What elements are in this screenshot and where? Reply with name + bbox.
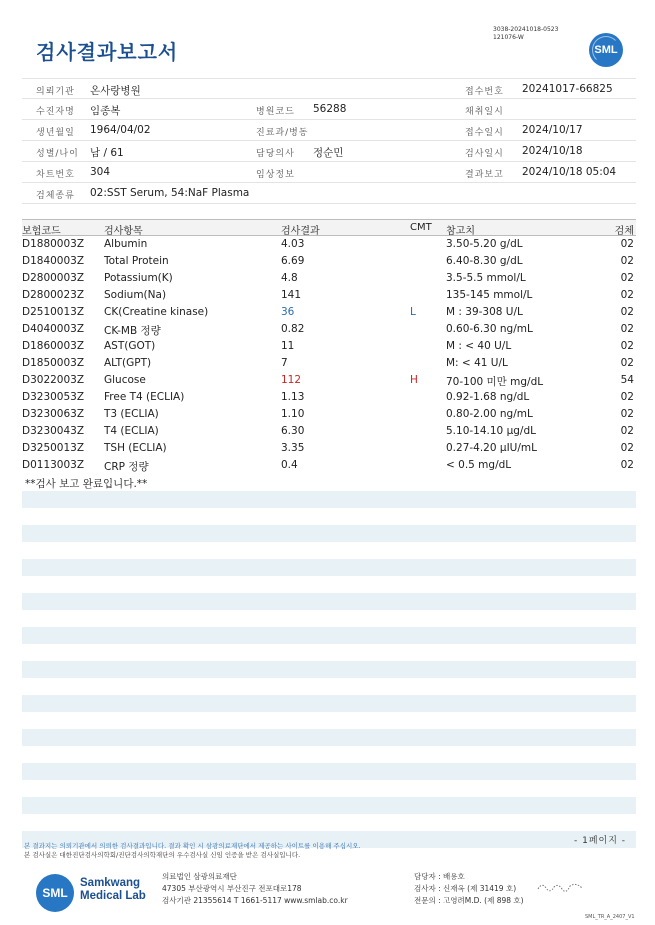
row-ref: 0.60-6.30 ng/mL [446, 323, 533, 335]
form-code: SML_TR_A_2407_V1 [585, 914, 635, 920]
patient-value: 임종복 [90, 105, 121, 117]
footer-logo-text: SML [42, 886, 68, 900]
staff-line-1: 담당자 : 배용호 [414, 872, 465, 881]
empty-row-band [22, 559, 636, 576]
empty-row-band [22, 797, 636, 814]
results-table [22, 219, 636, 491]
row-code: D2510013Z [22, 306, 85, 318]
table-row [22, 440, 636, 457]
info-row-sex-age [22, 141, 636, 162]
row-name: Potassium(K) [104, 272, 173, 284]
header-code: 보험코드 [22, 226, 61, 237]
row-ref: 70-100 미만 mg/dL [446, 376, 544, 388]
company-address [162, 871, 348, 907]
row-specimen: 54 [620, 374, 634, 386]
info-row-dob [22, 120, 636, 141]
table-row [22, 406, 636, 423]
row-result: 6.30 [281, 425, 305, 437]
clinical-label: 임상정보 [256, 170, 295, 180]
row-name: AST(GOT) [104, 340, 156, 352]
row-code: D3250013Z [22, 442, 85, 454]
doctor-value: 정순민 [313, 147, 344, 159]
row-name: Glucose [104, 374, 146, 386]
patient-info-section [22, 78, 636, 204]
row-name: Free T4 (ECLIA) [104, 391, 185, 403]
table-row [22, 287, 636, 304]
row-ref: M : 39-308 U/L [446, 306, 523, 318]
table-row [22, 389, 636, 406]
info-row-chart [22, 162, 636, 183]
addr-line-2: 47305 부산광역시 부산진구 전포대로178 [162, 884, 302, 893]
table-row [22, 304, 636, 321]
signature-icon [536, 880, 586, 894]
report-complete-text: **검사 보고 완료입니다.** [25, 478, 148, 490]
row-code: D3230053Z [22, 391, 85, 403]
note-line-2: 본 검사실은 대한진단검사의학회/진단검사의학재단의 우수검사실 신임 인증을 받은 검사실입니다. [24, 851, 301, 859]
doc-code-2: 121076-W [493, 34, 524, 41]
page-title: 검사결과보고서 [36, 40, 179, 64]
table-row [22, 423, 636, 440]
info-row-hospital [22, 78, 636, 99]
doctor-label: 담당의사 [256, 149, 295, 159]
report-date-label: 결과보고 [465, 170, 504, 180]
row-result: 0.82 [281, 323, 305, 335]
test-date-value: 2024/10/18 [522, 145, 583, 157]
empty-row-band [22, 593, 636, 610]
receipt-no-value: 20241017-66825 [522, 83, 613, 95]
header-ref: 참고치 [446, 226, 475, 237]
row-name: Sodium(Na) [104, 289, 167, 301]
specimen-value: 02:SST Serum, 54:NaF Plasma [90, 187, 250, 199]
company-line-1: Samkwang [80, 877, 141, 889]
row-specimen: 02 [620, 391, 634, 403]
row-ref: 3.5-5.5 mmol/L [446, 272, 526, 284]
row-name: TSH (ECLIA) [104, 442, 167, 454]
footer [0, 868, 655, 918]
row-result: 7 [281, 357, 288, 369]
header-name: 검사항목 [104, 226, 143, 237]
logo-text: SML [594, 44, 618, 56]
row-result: 1.13 [281, 391, 305, 403]
report-notes [24, 842, 361, 860]
row-ref: 0.80-2.00 ng/mL [446, 408, 533, 420]
table-row [22, 236, 636, 253]
row-code: D1840003Z [22, 255, 85, 267]
chart-no-label: 차트번호 [36, 170, 75, 180]
table-row [22, 355, 636, 372]
row-specimen: 02 [620, 306, 634, 318]
row-specimen: 02 [620, 272, 634, 284]
table-row [22, 338, 636, 355]
table-body [22, 236, 636, 474]
row-code: D3230063Z [22, 408, 85, 420]
company-line-2: Medical Lab [80, 890, 146, 902]
empty-row-band [22, 729, 636, 746]
dob-label: 생년월일 [36, 128, 75, 138]
row-specimen: 02 [620, 459, 634, 471]
row-code: D0113003Z [22, 459, 85, 471]
row-specimen: 02 [620, 408, 634, 420]
row-ref: 5.10-14.10 μg/dL [446, 425, 536, 437]
row-name: CK(Creatine kinase) [104, 306, 209, 318]
row-name: CRP 정량 [104, 461, 149, 473]
sml-logo-icon [589, 33, 623, 67]
row-result: 4.8 [281, 272, 298, 284]
hospital-code-value: 56288 [313, 103, 347, 115]
row-cmt: H [410, 374, 418, 386]
row-ref: M: < 41 U/L [446, 357, 508, 369]
row-specimen: 02 [620, 323, 634, 335]
empty-row-band [22, 661, 636, 678]
dob-value: 1964/04/02 [90, 124, 151, 136]
empty-row-band [22, 525, 636, 542]
row-code: D3022003Z [22, 374, 85, 386]
chart-no-value: 304 [90, 166, 111, 178]
row-specimen: 02 [620, 357, 634, 369]
row-specimen: 02 [620, 289, 634, 301]
info-row-specimen [22, 183, 636, 204]
empty-row-band [22, 695, 636, 712]
row-name: Albumin [104, 238, 148, 250]
sex-age-value: 남 / 61 [90, 147, 124, 159]
document-codes [493, 26, 558, 42]
empty-row-band [22, 627, 636, 644]
row-ref: 3.50-5.20 g/dL [446, 238, 523, 250]
report-complete-row [22, 474, 636, 491]
addr-line-1: 의료법인 삼광의료재단 [162, 872, 237, 881]
row-result: 6.69 [281, 255, 305, 267]
row-specimen: 02 [620, 255, 634, 267]
table-row [22, 457, 636, 474]
row-result: 1.10 [281, 408, 305, 420]
dept-label: 진료과/병동 [256, 128, 309, 138]
sml-footer-logo-icon [36, 874, 74, 912]
note-line-1: 본 결과지는 의뢰기관에서 의뢰한 검사결과입니다. 결과 확인 시 삼광의료재단에서 제공하는 사이트를 이용해 주십시오. [24, 842, 361, 850]
row-specimen: 02 [620, 442, 634, 454]
empty-row-band [22, 491, 636, 508]
company-name [80, 877, 146, 903]
row-code: D4040003Z [22, 323, 85, 335]
header-cmt: CMT [410, 222, 432, 233]
staff-line-2: 검사자 : 신재옥 (제 31419 호) [414, 884, 517, 893]
row-result: 0.4 [281, 459, 298, 471]
row-code: D1860003Z [22, 340, 85, 352]
row-result: 112 [281, 374, 302, 386]
sex-age-label: 성별/나이 [36, 149, 79, 159]
row-code: D1880003Z [22, 238, 85, 250]
test-date-label: 검사일시 [465, 149, 504, 159]
receipt-date-label: 접수일시 [465, 128, 504, 138]
header-result: 검사결과 [281, 226, 320, 237]
row-code: D2800003Z [22, 272, 85, 284]
row-name: T4 (ECLIA) [104, 425, 159, 437]
row-name: ALT(GPT) [104, 357, 152, 369]
addr-line-3: 검사기관 21355614 T 1661-5117 www.smlab.co.kr [162, 896, 348, 905]
staff-info [414, 871, 524, 907]
empty-row-band [22, 763, 636, 780]
specimen-label: 검체종류 [36, 191, 75, 201]
row-code: D1850003Z [22, 357, 85, 369]
row-ref: < 0.5 mg/dL [446, 459, 512, 471]
patient-label: 수진자명 [36, 107, 75, 117]
row-result: 3.35 [281, 442, 305, 454]
row-result: 4.03 [281, 238, 305, 250]
table-row [22, 253, 636, 270]
row-ref: 0.92-1.68 ng/dL [446, 391, 530, 403]
hospital-code-label: 병원코드 [256, 107, 295, 117]
hospital-label: 의뢰기관 [36, 87, 75, 97]
table-header [22, 219, 636, 236]
row-result: 36 [281, 306, 295, 318]
row-specimen: 02 [620, 425, 634, 437]
row-ref: 6.40-8.30 g/dL [446, 255, 523, 267]
receipt-date-value: 2024/10/17 [522, 124, 583, 136]
row-result: 141 [281, 289, 302, 301]
row-code: D2800023Z [22, 289, 85, 301]
doc-code-1: 3038-20241018-0523 [493, 26, 559, 33]
row-result: 11 [281, 340, 295, 352]
row-ref: 0.27-4.20 μIU/mL [446, 442, 537, 454]
info-row-patient [22, 99, 636, 120]
hospital-value: 온사랑병원 [90, 85, 141, 97]
row-specimen: 02 [620, 238, 634, 250]
table-row [22, 270, 636, 287]
table-row [22, 372, 636, 389]
row-name: T3 (ECLIA) [104, 408, 159, 420]
row-name: Total Protein [104, 255, 169, 267]
report-date-value: 2024/10/18 05:04 [522, 166, 617, 178]
row-name: CK-MB 정량 [104, 325, 161, 337]
row-specimen: 02 [620, 340, 634, 352]
row-ref: 135-145 mmol/L [446, 289, 533, 301]
row-code: D3230043Z [22, 425, 85, 437]
header-specimen: 검체 [614, 226, 634, 237]
row-ref: M : < 40 U/L [446, 340, 512, 352]
staff-line-3: 전문의 : 고영려M.D. (제 898 호) [414, 896, 524, 905]
row-cmt: L [410, 306, 416, 318]
receipt-no-label: 접수번호 [465, 87, 504, 97]
collect-date-label: 채취일시 [465, 107, 504, 117]
page-number: - 1페이지 - [574, 836, 627, 846]
table-row [22, 321, 636, 338]
